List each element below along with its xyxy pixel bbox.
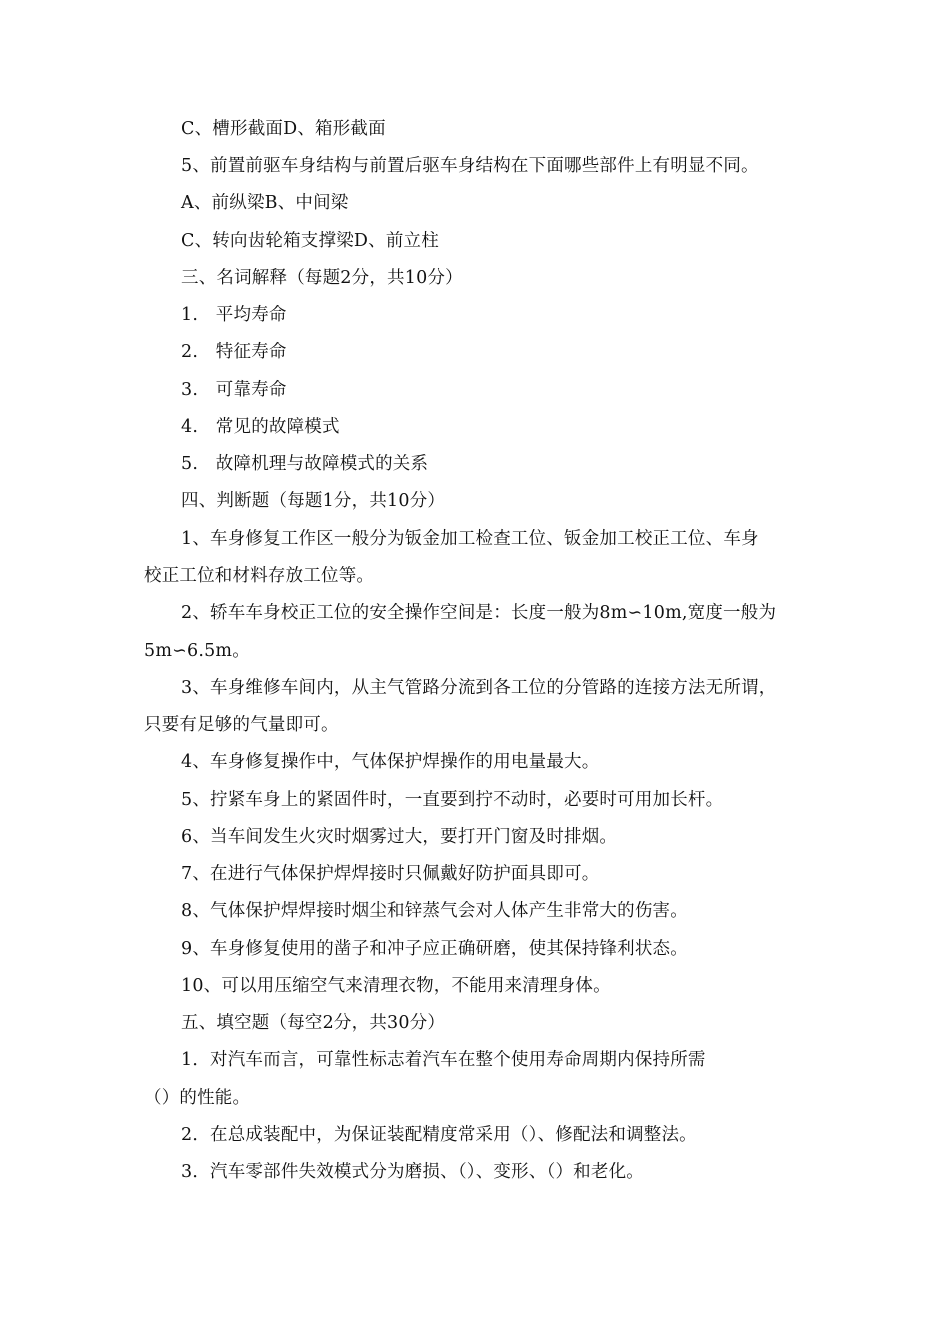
judgment-item: 3、车身维修车间内，从主气管路分流到各工位的分管路的连接方法无所谓， <box>181 678 777 698</box>
option-line: A、前纵梁B、中间梁 <box>181 193 349 213</box>
fill-blank-item: 3．汽车零部件失效模式分为磨损、（）、变形、（）和老化。 <box>181 1162 644 1182</box>
question-line: 5、前置前驱车身结构与前置后驱车身结构在下面哪些部件上有明显不同。 <box>181 156 759 176</box>
judgment-item-continuation: 校正工位和材料存放工位等。 <box>144 566 375 586</box>
judgment-item: 5、拧紧车身上的紧固件时，一直要到拧不动时，必要时可用加长杆。 <box>181 790 724 810</box>
judgment-item-continuation: 5m∽6.5m。 <box>144 641 250 661</box>
section-heading: 三、名词解释（每题2分，共10分） <box>181 268 463 288</box>
term-item: 1. 平均寿命 <box>181 305 287 325</box>
fill-blank-item: 2．在总成装配中，为保证装配精度常采用（）、修配法和调整法。 <box>181 1125 697 1145</box>
judgment-item-continuation: 只要有足够的气量即可。 <box>144 715 339 735</box>
term-item: 2. 特征寿命 <box>181 342 287 362</box>
section-heading: 五、填空题（每空2分，共30分） <box>181 1013 446 1033</box>
text-line: C、槽形截面D、箱形截面 <box>181 119 386 139</box>
term-item: 5. 故障机理与故障模式的关系 <box>181 454 429 474</box>
judgment-item: 8、气体保护焊焊接时烟尘和锌蒸气会对人体产生非常大的伤害。 <box>181 901 688 921</box>
judgment-item: 7、在进行气体保护焊焊接时只佩戴好防护面具即可。 <box>181 864 600 884</box>
judgment-item: 6、当车间发生火灾时烟雾过大，要打开门窗及时排烟。 <box>181 827 618 847</box>
fill-blank-item-continuation: （）的性能。 <box>144 1088 251 1108</box>
fill-blank-item: 1．对汽车而言，可靠性标志着汽车在整个使用寿命周期内保持所需 <box>181 1050 706 1070</box>
judgment-item: 4、车身修复操作中，气体保护焊操作的用电量最大。 <box>181 752 600 772</box>
term-item: 3. 可靠寿命 <box>181 380 287 400</box>
section-heading: 四、判断题（每题1分，共10分） <box>181 491 446 511</box>
option-line: C、转向齿轮箱支撑梁D、前立柱 <box>181 231 439 251</box>
judgment-item: 9、车身修复使用的凿子和冲子应正确研磨，使其保持锋利状态。 <box>181 939 688 959</box>
term-item: 4. 常见的故障模式 <box>181 417 340 437</box>
judgment-item: 1、车身修复工作区一般分为钣金加工检查工位、钣金加工校正工位、车身 <box>181 529 759 549</box>
judgment-item: 10、可以用压缩空气来清理衣物，不能用来清理身体。 <box>181 976 611 996</box>
judgment-item: 2、轿车车身校正工位的安全操作空间是：长度一般为8m∽10m,宽度一般为 <box>181 603 777 623</box>
